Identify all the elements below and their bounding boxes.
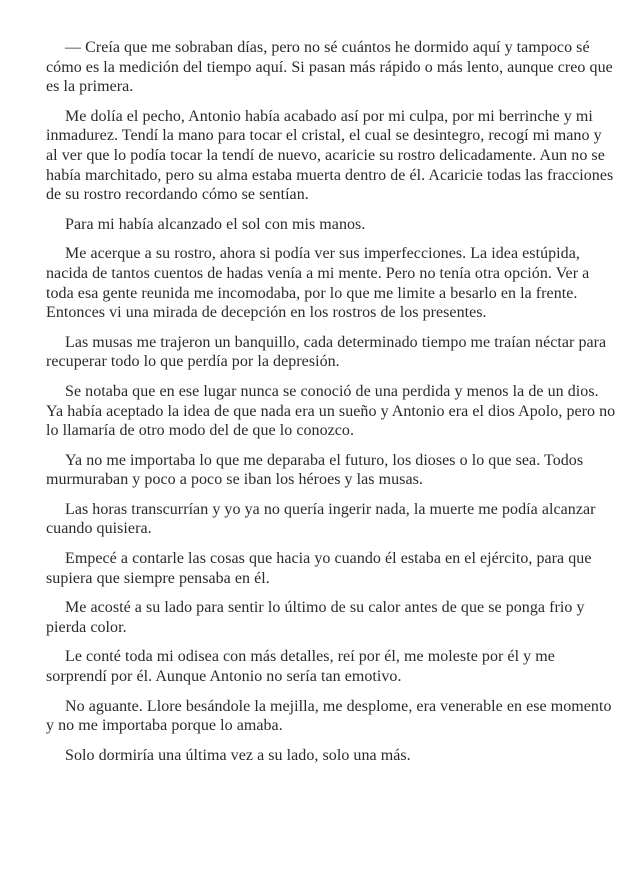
paragraph-2: Me dolía el pecho, Antonio había acabado así por mi culpa, por mi berrinche y mi inmadurez. Tendí la mano para tocar el cristal, el cual se desintegro, recogí mi mano y al ver que lo podía tocar la tendí de nuevo, acaricie su rostro delicadamente. Aun no se había marchitado, pero su alma estaba muerta dentro de él. Acaricie todas las fracciones de su rostro recordando cómo se sentían. bbox=[46, 107, 614, 204]
paragraph-9: Empecé a contarle las cosas que hacia yo cuando él estaba en el ejército, para que supiera que siempre pensaba en él. bbox=[46, 550, 592, 587]
paragraph-7: Ya no me importaba lo que me deparaba el futuro, los dioses o lo que sea. Todos murmuraban y poco a poco se iban los héroes y las musas. bbox=[46, 451, 584, 489]
paragraph-13: Solo dormiría una última vez a su lado, solo una más. bbox=[65, 746, 411, 764]
paragraph-1: — Creía que me sobraban días, pero no sé cuántos he dormido aquí y tampoco sé cómo es la medición del tiempo aquí. Si pasan más rápido o más lento, aunque creo que es la primera. bbox=[46, 39, 613, 96]
paragraph-6: Se notaba que en ese lugar nunca se conoció de una perdida y menos la de un dios. Ya había aceptado la idea de que nada era un sueño y Antonio era el dios Apolo, pero no lo llamaría de otro modo del de que lo conozco. bbox=[46, 382, 616, 440]
paragraph-10: Me acosté a su lado para sentir lo último de su calor antes de que se ponga frio y pierda color. bbox=[46, 599, 585, 636]
text-column bbox=[46, 38, 616, 775]
paragraph-11: Le conté toda mi odisea con más detalles, reí por él, me moleste por él y me sorprendí por él. Aunque Antonio no sería tan emotivo. bbox=[46, 648, 555, 686]
paragraph-4: Me acerque a su rostro, ahora si podía ver sus imperfecciones. La idea estúpida, nacida de tantos cuentos de hadas venía a mi mente. Pero no tenía otra opción. Ver a toda esa gente reunida me incomodaba, por lo que me limite a besarlo en la frente. Entonces vi una mirada de decepción en los rostros de los presentes. bbox=[46, 245, 590, 322]
paragraph-3: Para mi había alcanzado el sol con mis manos. bbox=[65, 215, 366, 233]
paragraph-12: No aguante. Llore besándole la mejilla, me desplome, era venerable en ese momento y no me importaba porque lo amaba. bbox=[46, 697, 612, 735]
paragraph-5: Las musas me trajeron un banquillo, cada determinado tiempo me traían néctar para recuperar todo lo que perdía por la depresión. bbox=[46, 333, 607, 371]
paragraph-8: Las horas transcurrían y yo ya no quería ingerir nada, la muerte me podía alcanzar cuando quisiera. bbox=[46, 500, 596, 538]
